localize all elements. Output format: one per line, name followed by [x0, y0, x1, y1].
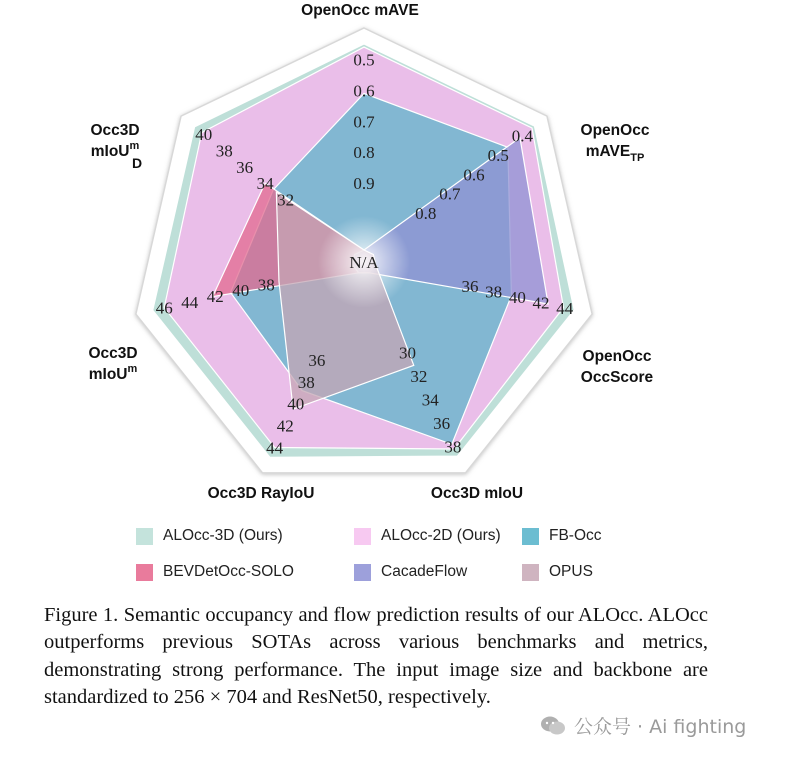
tick-label: 38	[215, 141, 233, 161]
tick-label: 0.7	[439, 184, 461, 204]
axis-title-occscore: OpenOcc OccScore	[580, 348, 654, 386]
axis-title-miou-m: Occ3D mIoU$^m$	[88, 345, 138, 383]
tick-label: 0.5	[487, 145, 509, 165]
tick-label: 36	[461, 277, 479, 297]
tick-label: 34	[421, 390, 439, 410]
tick-label: 0.8	[353, 143, 375, 163]
legend-item-alocc2d	[354, 527, 501, 545]
tick-label: 42	[532, 293, 550, 313]
legend-swatch	[354, 564, 371, 581]
tick-label: 0.5	[353, 50, 375, 70]
legend-label: ALOcc-3D (Ours)	[163, 527, 283, 544]
tick-label: 44	[556, 298, 574, 318]
tick-label: 46	[155, 298, 173, 318]
tick-label: 44	[181, 292, 199, 312]
axis-title-mavetp: OpenOcc mAVE$_{TP}$	[580, 122, 650, 164]
tick-label: 40	[287, 394, 305, 414]
tick-label: 36	[308, 350, 326, 370]
watermark-text: 公众号 · Ai fighting	[574, 716, 747, 738]
legend-swatch	[354, 528, 371, 545]
legend-swatch	[136, 528, 153, 545]
tick-label: 44	[266, 438, 284, 458]
tick-label: 40	[232, 281, 250, 301]
tick-label: 40	[508, 287, 526, 307]
tick-label: 36	[433, 414, 451, 434]
legend-label: BEVDetOcc-SOLO	[163, 563, 294, 580]
tick-label: 40	[195, 125, 213, 145]
tick-label: 0.6	[463, 165, 485, 185]
tick-label: 0.8	[415, 203, 437, 223]
axis-title-rayiou: Occ3D RayIoU	[207, 485, 315, 502]
tick-label: 0.4	[511, 126, 533, 146]
tick-label: 38	[297, 372, 315, 392]
legend-label: CacadeFlow	[381, 563, 468, 580]
tick-label: 38	[444, 437, 462, 457]
chart-legend	[136, 527, 656, 593]
tick-label: 30	[399, 343, 417, 363]
legend-swatch	[522, 528, 539, 545]
axis-title-miou-md: Occ3D mIoU$^m$ D	[90, 122, 143, 171]
axis-title-miou: Occ3D mIoU	[430, 485, 524, 502]
tick-label: 0.6	[353, 81, 375, 101]
watermark	[540, 712, 746, 739]
tick-label: 0.9	[353, 174, 375, 194]
tick-label: 38	[257, 275, 275, 295]
legend-label: FB-Occ	[549, 527, 602, 544]
tick-label: 0.7	[353, 112, 375, 132]
figure-caption: Figure 1. Semantic occupancy and flow prediction results of our ALOcc. ALOcc outperforms previous SOTAs across various benchmarks and metrics, demonstrating strong performance. The input image size and backbone are standardized to 256 × 704 and ResNet50, respectively.	[44, 604, 708, 709]
tick-label: 36	[236, 157, 254, 177]
legend-item-fbocc	[522, 527, 602, 545]
tick-label: 42	[276, 416, 294, 436]
legend-item-bevdetocc	[136, 563, 294, 581]
wechat-icon	[540, 715, 566, 737]
legend-label: ALOcc-2D (Ours)	[381, 527, 501, 544]
legend-item-opus	[522, 563, 593, 581]
legend-item-alocc3d	[136, 527, 283, 545]
tick-label: 32	[410, 366, 428, 386]
tick-label: 38	[485, 282, 503, 302]
legend-swatch	[136, 564, 153, 581]
legend-label: OPUS	[549, 563, 593, 580]
center-label: N/A	[349, 253, 379, 272]
tick-label: 42	[206, 286, 224, 306]
legend-item-cacadeflow	[354, 563, 467, 581]
legend-swatch	[522, 564, 539, 581]
tick-label: 34	[256, 174, 274, 194]
axis-title-mave: OpenOcc mAVE	[301, 2, 419, 19]
tick-label: 32	[277, 190, 295, 210]
